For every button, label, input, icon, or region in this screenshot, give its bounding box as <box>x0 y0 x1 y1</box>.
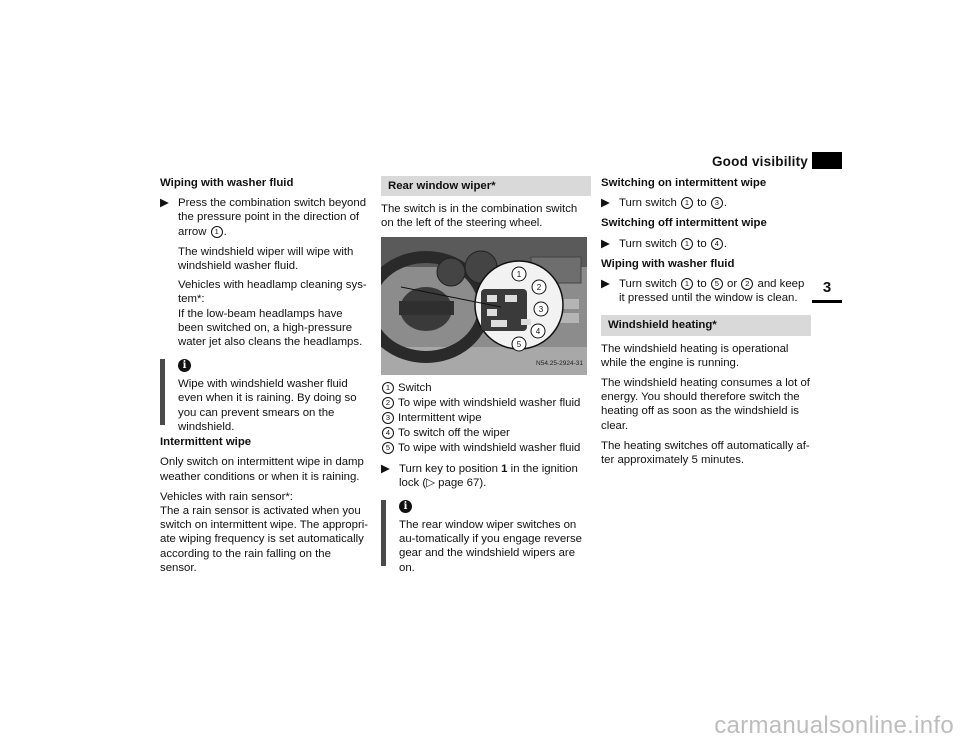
info-icon: i <box>399 500 412 513</box>
legend-num: 3 <box>382 412 394 424</box>
washer-line-1: The windshield wiper will wipe with windshield washer fluid. <box>178 245 354 273</box>
step-text: Turn switch <box>619 278 677 291</box>
svg-text:3: 3 <box>538 304 544 314</box>
note-bar <box>381 500 386 566</box>
ignition-text-a: Turn key to position <box>399 462 502 475</box>
steering-wheel-illustration <box>381 237 587 375</box>
svg-text:2: 2 <box>536 282 542 292</box>
intermittent-text-1: Only switch on intermittent wipe in damp weather conditions or when it is raining. <box>160 456 364 483</box>
step-text: or <box>727 278 738 291</box>
info-note <box>160 359 370 433</box>
arrow-right-icon: ▶ <box>601 237 610 250</box>
column-left <box>160 176 370 581</box>
watermark: carmanualsonline.info <box>714 712 954 739</box>
callout-number: 3 <box>711 197 723 209</box>
arrow-right-icon: ▶ <box>381 462 390 475</box>
ignition-position: 1 <box>501 462 508 475</box>
washer-line-3: If the low-beam headlamps have been switched on, a high-pressure water jet also cleans the headlamps. <box>178 307 363 349</box>
note-text: The rear window wiper switches on au-tomatically if you engage reverse gear and the windshield wipers are on. <box>399 519 582 574</box>
legend-num: 4 <box>382 427 394 439</box>
intermittent-off-step: ▶ Turn switch 1 to 4 . <box>601 237 727 250</box>
column-right <box>601 176 811 473</box>
step-text: to <box>697 237 707 250</box>
step-text: and keep it pressed until the window is clean. <box>619 278 805 305</box>
header-tab-marker <box>812 152 842 169</box>
intermittent-on-step: ▶ Turn switch 1 to 3 . <box>601 197 727 210</box>
image-code: N54.25-2924-31 <box>536 360 583 368</box>
legend-num: 5 <box>382 442 394 454</box>
info-note <box>381 500 591 574</box>
callout-number: 2 <box>741 278 753 290</box>
legend-text: To wipe with windshield washer fluid <box>398 442 581 455</box>
intermittent-text-3: The a rain sensor is activated when you switch on intermittent wipe. The appropri-ate wiping frequency is set automatically according to the rain falling on the sensor. <box>160 505 369 574</box>
combination-switch-photo <box>381 237 587 375</box>
arrow-right-icon: ▶ <box>160 197 169 210</box>
step-text: Turn switch <box>619 197 677 210</box>
intermittent-text-2: Vehicles with rain sensor*: <box>160 490 293 503</box>
note-bar <box>160 359 165 425</box>
callout-number: 1 <box>681 197 693 209</box>
legend-num: 1 <box>382 382 394 394</box>
legend-item <box>381 426 591 440</box>
section-title-windshield-heating: Windshield heating* <box>601 315 811 335</box>
legend-num: 2 <box>382 397 394 409</box>
legend-text: Intermittent wipe <box>398 412 482 425</box>
heating-text-1: The windshield heating is operational while the engine is running. <box>601 342 789 369</box>
chapter-number: 3 <box>822 279 832 296</box>
intermittent-off-heading: Switching off intermittent wipe <box>601 217 767 230</box>
callout-number: 1 <box>681 238 693 250</box>
heating-text-3: The heating switches off automatically af-ter approximately 5 minutes. <box>601 439 810 467</box>
section-title-rear-wiper: Rear window wiper* <box>381 176 591 196</box>
intermittent-on-heading: Switching on intermittent wipe <box>601 177 767 189</box>
step-text: to <box>697 197 707 210</box>
legend-item <box>381 381 591 395</box>
intermittent-heading: Intermittent wipe <box>160 436 252 449</box>
washer-step-2 <box>601 277 811 305</box>
callout-number: 1 <box>681 278 693 290</box>
ignition-text-c: in the ignition lock ( <box>399 462 578 489</box>
washer-heading: Wiping with washer fluid <box>160 177 294 189</box>
legend-text: To switch off the wiper <box>398 427 510 440</box>
svg-text:5: 5 <box>516 339 522 349</box>
heating-text-2: The windshield heating consumes a lot of energy. You should therefore switch the heating off as soon as the windshield is clear. <box>601 377 810 432</box>
column-middle <box>381 176 591 576</box>
note-text: Wipe with windshield washer fluid even when it is raining. By doing so you can prevent smears on the windshield. <box>178 378 357 433</box>
legend-item <box>381 411 591 425</box>
callout-legend <box>381 381 591 456</box>
step-text: Turn switch <box>619 237 677 250</box>
washer-step: ▶ Press the combination switch beyond the pressure point in the direction of arrow 1 . <box>160 197 367 238</box>
page-ref-link[interactable]: page 67). <box>438 476 487 489</box>
arrow-right-icon: ▶ <box>601 278 610 291</box>
arrow-right-icon: ▶ <box>601 197 610 210</box>
svg-text:1: 1 <box>516 269 522 279</box>
page-ref-icon: ▷ <box>426 476 435 489</box>
page-header-title: Good visibility <box>711 154 808 169</box>
legend-text: Switch <box>398 381 432 394</box>
chapter-underline <box>812 300 842 303</box>
info-icon: i <box>178 359 191 372</box>
legend-item <box>381 396 591 410</box>
washer-step-text: Press the combination switch beyond the pressure point in the direction of arrow <box>178 197 367 238</box>
legend-text: To wipe with windshield washer fluid <box>398 396 581 409</box>
callout-number: 4 <box>711 238 723 250</box>
callout-number: 5 <box>711 278 723 290</box>
callout-number: 1 <box>211 226 223 238</box>
rear-wiper-intro: The switch is in the combination switch on the left of the steering wheel. <box>381 203 578 230</box>
svg-text:4: 4 <box>535 326 541 336</box>
ignition-step <box>381 462 591 490</box>
step-text: to <box>697 278 707 291</box>
washer-heading-2: Wiping with washer fluid <box>601 257 735 270</box>
washer-line-2: Vehicles with headlamp cleaning sys-tem*: <box>178 279 367 306</box>
legend-item <box>381 441 591 455</box>
